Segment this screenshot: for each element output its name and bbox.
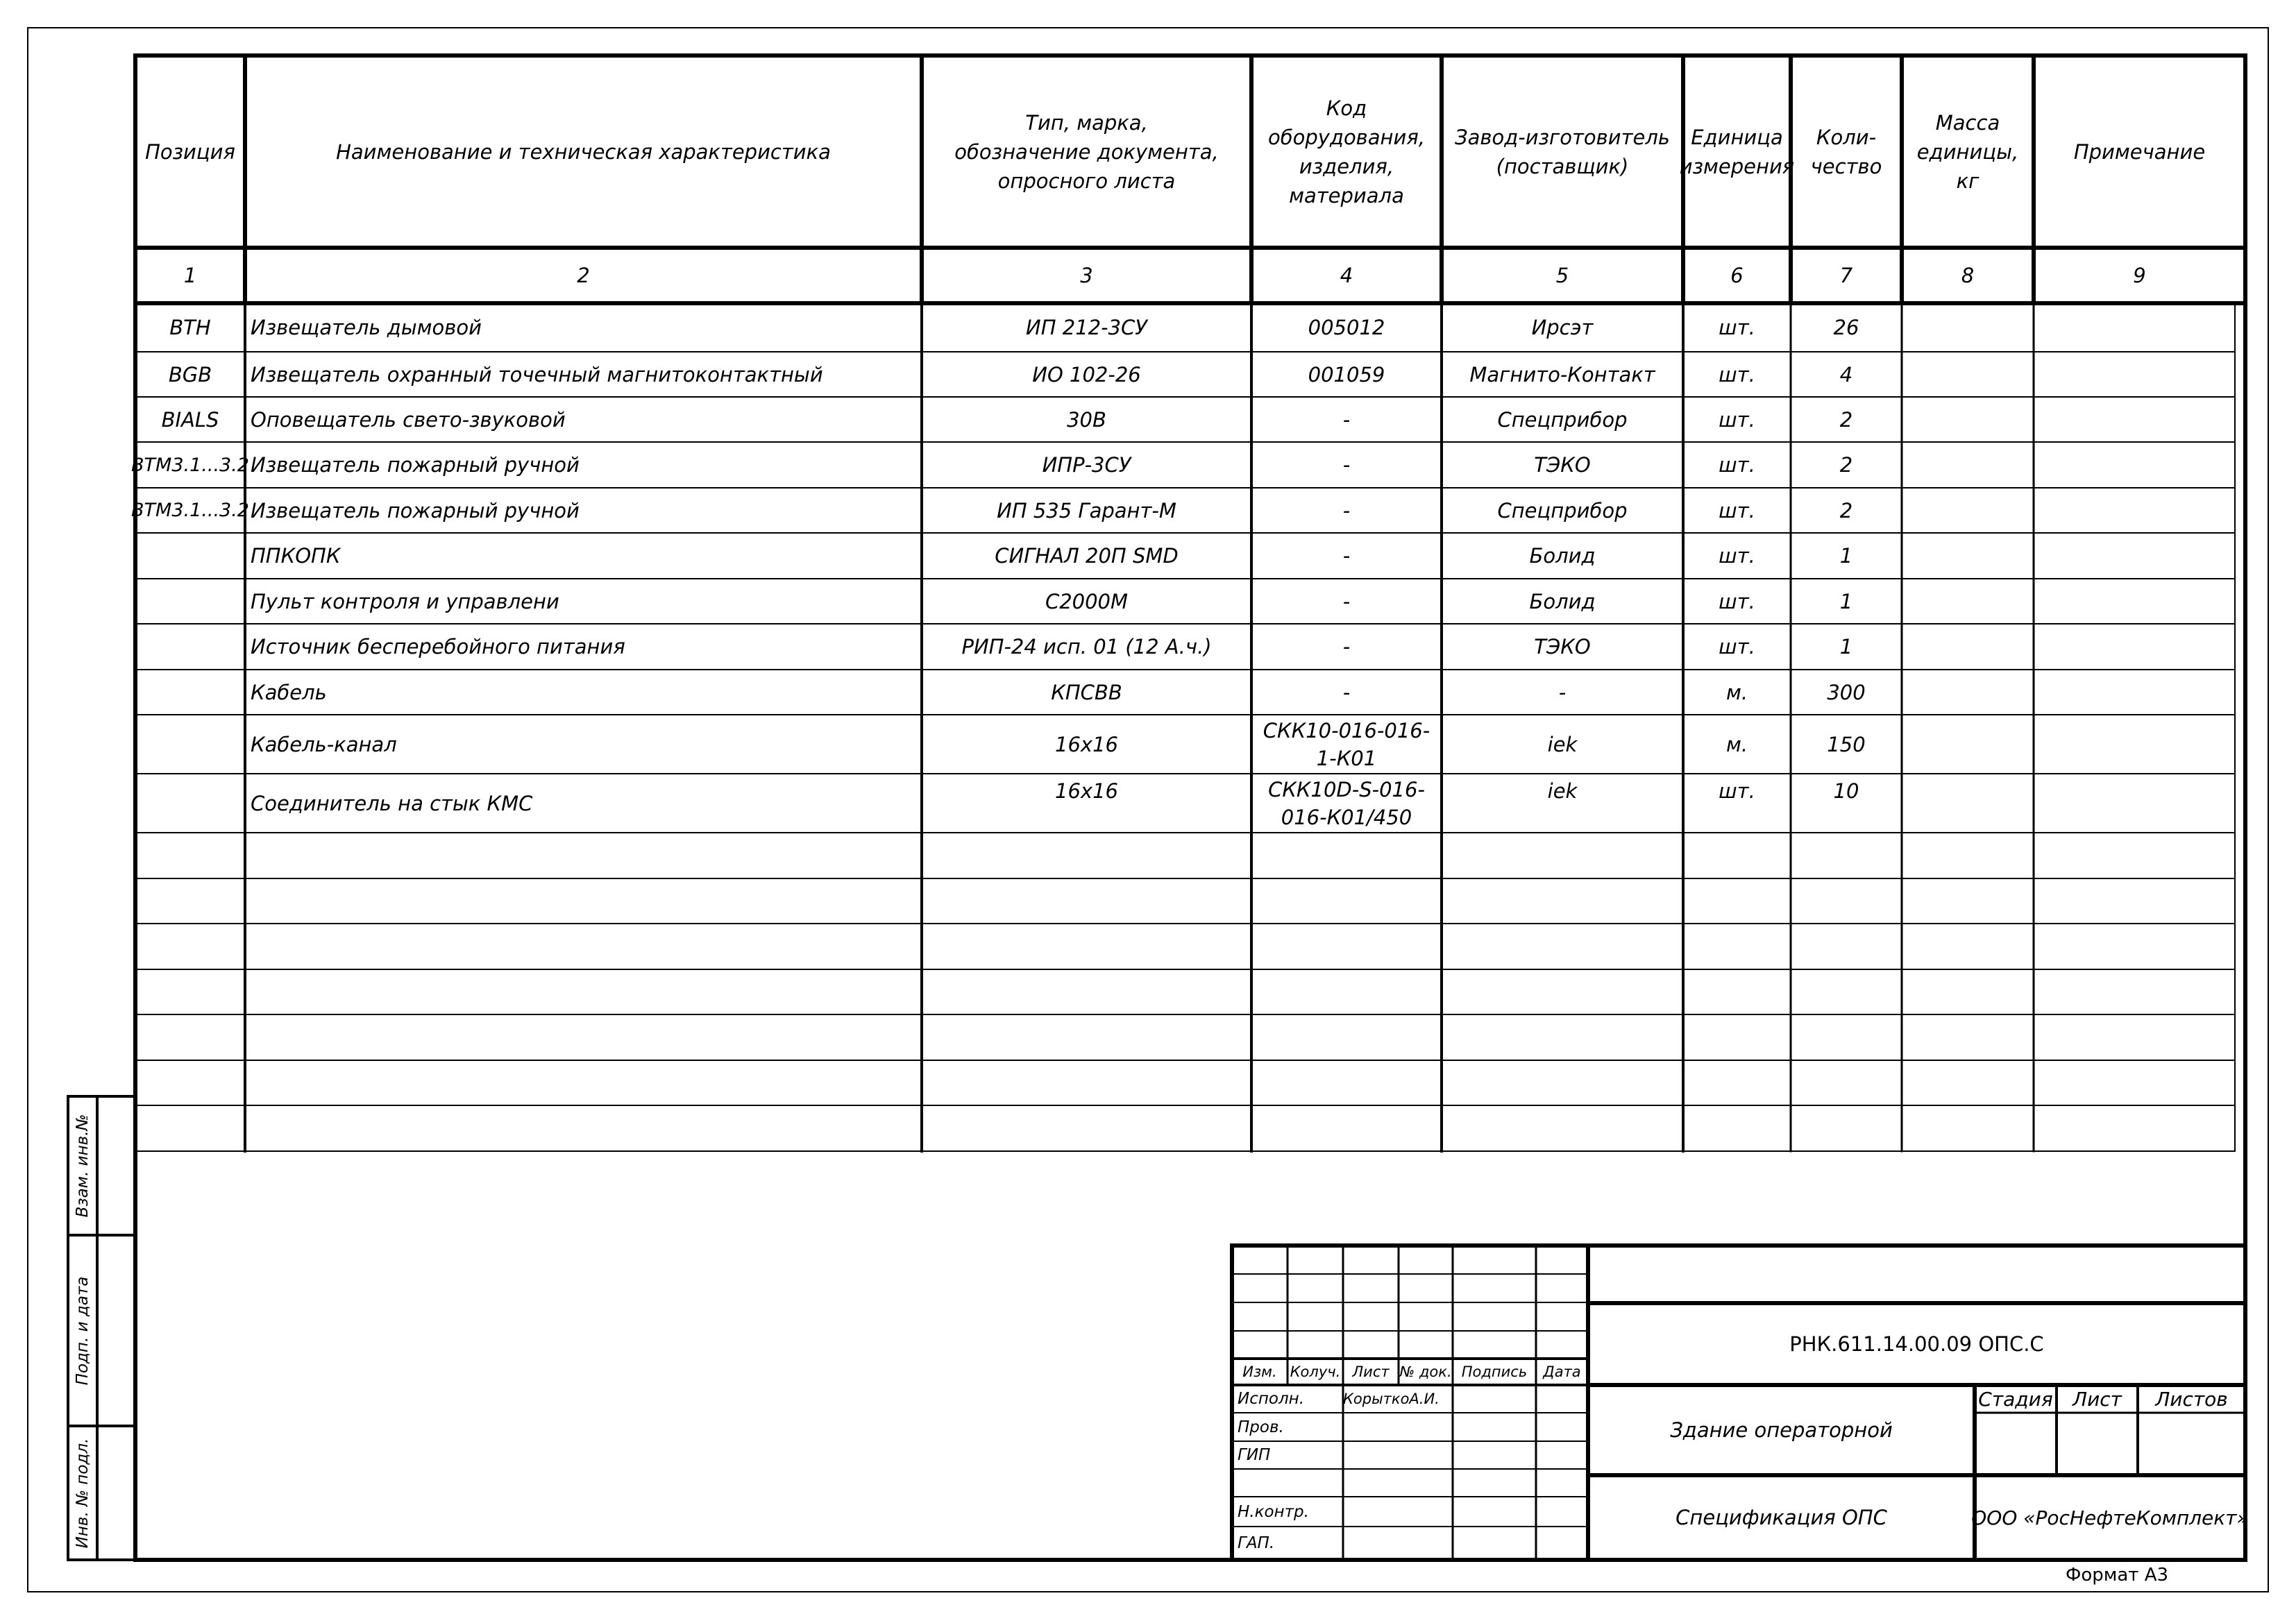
cell-mass [1902, 488, 2034, 533]
column-header-line: Завод-изготовитель [1455, 125, 1670, 149]
column-number: 5 [1555, 264, 1569, 287]
column-header-text [1680, 123, 1795, 181]
cell-unit: м. [1725, 732, 1748, 756]
cell-type: ИП 535 Гарант-М [997, 498, 1176, 522]
column-header-line: обозначение документа, [954, 139, 1219, 164]
cell-unit: м. [1725, 680, 1748, 704]
cell-qty: 150 [1827, 732, 1866, 756]
cell-mass [1902, 442, 2034, 488]
cell-pos [135, 533, 245, 579]
cell-pos: BTM3.1...3.2 [131, 454, 249, 476]
cell-note [2034, 715, 2245, 774]
cell-qty: 1 [1839, 544, 1853, 568]
cell-unit: шт. [1719, 589, 1755, 613]
cell-qty: 300 [1827, 680, 1866, 704]
cell-type: КПСВВ [1051, 680, 1122, 704]
cell-code-line: 1-К01 [1316, 746, 1377, 770]
cell-code [1251, 715, 1442, 774]
executor-name: КорыткоА.И. [1343, 1391, 1440, 1407]
sheet-label: Лист [2073, 1387, 2122, 1411]
cell-unit: шт. [1719, 498, 1755, 522]
column-header-line: чество [1810, 154, 1882, 178]
cell-name: ППКОПК [251, 544, 341, 568]
cell-name: Извещатель охранный точечный магнитоконтактный [251, 362, 823, 386]
cell-note [2034, 579, 2245, 624]
cell-maker: ТЭКО [1534, 635, 1591, 658]
cell-mass [1902, 670, 2034, 715]
cell-code-line: СКК10-016-016- [1263, 718, 1430, 742]
cell-maker: Магнито-Контакт [1469, 362, 1655, 386]
cell-type: 16х16 [1055, 732, 1118, 756]
cell-code: - [1342, 544, 1351, 568]
cell-code: 005012 [1308, 316, 1385, 339]
column-number: 7 [1839, 264, 1853, 287]
column-header-line: Наименование и техническая характеристика [336, 139, 831, 164]
cell-type: 16х16 [1055, 779, 1118, 803]
cell-type: ИО 102-26 [1032, 362, 1141, 386]
column-header-text [954, 108, 1218, 196]
column-header-line: Масса [1935, 110, 2000, 135]
column-header [1791, 56, 1902, 248]
cell-qty: 10 [1833, 779, 1859, 803]
cell-type: ИП 212-3СУ [1026, 316, 1147, 339]
cell-note [2034, 533, 2245, 579]
column-header [1251, 56, 1442, 248]
cell-note [2034, 352, 2245, 397]
cell-pos [135, 670, 245, 715]
column-header-text [2074, 137, 2205, 167]
cell-qty: 26 [1833, 316, 1859, 339]
column-number: 9 [2133, 264, 2146, 287]
column-header-line: Примечание [2073, 139, 2206, 164]
cell-pos [135, 624, 245, 670]
cell-pos [135, 579, 245, 624]
role-label: ГИП [1238, 1446, 1271, 1464]
cell-type: 30В [1067, 407, 1106, 432]
cell-unit: шт. [1719, 635, 1755, 658]
document-title: Спецификация ОПС [1675, 1506, 1887, 1529]
role-label: ГАП. [1238, 1534, 1275, 1552]
cell-mass [1902, 624, 2034, 670]
column-number: 2 [577, 264, 590, 287]
cell-type: РИП-24 исп. 01 (12 А.ч.) [961, 635, 1212, 658]
column-number: 8 [1961, 264, 1975, 287]
cell-unit: шт. [1719, 407, 1755, 432]
cell-mass [1902, 352, 2034, 397]
column-header-text [1455, 123, 1670, 181]
column-header-line: единицы, [1916, 139, 2019, 164]
rev-header: Изм. [1242, 1363, 1277, 1380]
column-number: 1 [183, 264, 197, 287]
cell-note [2034, 442, 2245, 488]
cell-type: ИПР-3СУ [1042, 453, 1131, 477]
cell-code: - [1342, 635, 1351, 658]
column-header-text [1917, 108, 2018, 196]
cell-qty: 2 [1839, 498, 1853, 522]
column-header [245, 56, 922, 248]
cell-note [2034, 774, 2245, 838]
rev-header: Дата [1543, 1363, 1581, 1380]
cell-name: Источник бесперебойного питания [251, 635, 625, 658]
building-name: Здание операторной [1670, 1418, 1893, 1442]
cell-unit: шт. [1719, 453, 1755, 477]
column-header-line: Коли- [1816, 125, 1877, 149]
role-label: Н.контр. [1238, 1502, 1309, 1521]
column-number: 6 [1730, 264, 1744, 287]
column-number: 3 [1080, 264, 1093, 287]
cell-pos: BGB [168, 362, 212, 386]
sheets-label: Листов [2155, 1387, 2228, 1411]
cell-note [2034, 670, 2245, 715]
cell-note [2034, 397, 2245, 442]
cell-unit: шт. [1719, 779, 1755, 803]
column-header-text [1811, 123, 1882, 181]
cell-code-line: СКК10D-S-016- [1268, 777, 1425, 801]
column-header-line: Тип, марка, [1025, 110, 1148, 135]
cell-name: Пульт контроля и управлени [251, 589, 559, 613]
stamp-inv-podl: Инв. № подл. [74, 1438, 92, 1549]
column-header-line: изделия, [1299, 154, 1394, 178]
column-header [1442, 56, 1683, 248]
column-header-text [336, 137, 831, 167]
cell-unit: шт. [1719, 544, 1755, 568]
cell-mass [1902, 774, 2034, 838]
column-header-line: измерения [1679, 154, 1795, 178]
stamp-vzam-inv: Взам. инв.№ [74, 1114, 92, 1218]
cell-qty: 1 [1839, 635, 1853, 658]
rev-header: № док. [1399, 1363, 1452, 1380]
cell-code: - [1342, 589, 1351, 613]
cell-mass [1902, 715, 2034, 774]
column-header-line: материала [1289, 183, 1404, 207]
cell-name: Кабель [251, 680, 327, 704]
cell-maker: Спецприбор [1497, 407, 1628, 432]
cell-name: Извещатель пожарный ручной [251, 453, 580, 477]
cell-code: - [1342, 407, 1351, 432]
cell-name: Извещатель дымовой [251, 316, 482, 339]
cell-unit: шт. [1719, 316, 1755, 339]
cell-code-line: 016-К01/450 [1281, 805, 1412, 829]
document-code: РНК.611.14.00.09 ОПС.С [1789, 1332, 2044, 1356]
cell-mass [1902, 397, 2034, 442]
cell-maker: iek [1547, 732, 1578, 756]
cell-pos [135, 715, 245, 774]
cell-name: Кабель-канал [251, 732, 397, 756]
cell-pos: BIALS [161, 407, 219, 432]
cell-type: С2000М [1045, 589, 1129, 613]
cell-mass [1902, 579, 2034, 624]
role-label: Пров. [1238, 1418, 1284, 1436]
column-header-text [145, 137, 235, 167]
rev-header: Лист [1352, 1363, 1390, 1380]
cell-unit: шт. [1719, 362, 1755, 386]
column-header [135, 56, 245, 248]
column-header-line: Код оборудования, [1267, 96, 1426, 149]
cell-pos [135, 774, 245, 838]
cell-maker: Ирсэт [1531, 316, 1594, 339]
cell-qty: 1 [1839, 589, 1853, 613]
column-header [1679, 56, 1795, 248]
cell-pos: BTH [169, 316, 211, 339]
cell-qty: 4 [1839, 362, 1853, 386]
column-header [922, 56, 1251, 248]
stamp-podp-data: Подп. и дата [74, 1276, 92, 1386]
role-label [1238, 1469, 1342, 1497]
column-header [2034, 56, 2245, 248]
cell-maker: Болид [1529, 589, 1596, 613]
column-header [1902, 56, 2034, 248]
cell-name: Извещатель пожарный ручной [251, 498, 580, 522]
cell-mass [1902, 303, 2034, 352]
column-header-line: кг [1956, 169, 1980, 193]
cell-qty: 2 [1839, 407, 1853, 432]
column-header-line: опросного листа [997, 169, 1176, 193]
company-name: ООО «РосНефтеКомплект» [1971, 1506, 2249, 1529]
stage-label: Стадия [1978, 1387, 2053, 1411]
cell-mass [1902, 533, 2034, 579]
cell-maker: Спецприбор [1497, 498, 1628, 522]
cell-note [2034, 488, 2245, 533]
cell-code: 001059 [1308, 362, 1385, 386]
cell-code: - [1342, 498, 1351, 522]
column-header-text [1251, 94, 1442, 210]
cell-code [1251, 774, 1442, 833]
cell-type: СИГНАЛ 20П SMD [995, 544, 1179, 568]
cell-qty: 2 [1839, 453, 1853, 477]
cell-maker: - [1558, 680, 1567, 704]
cell-name: Соединитель на стык КМС [251, 791, 533, 815]
cell-code: - [1342, 680, 1351, 704]
column-header-line: (поставщик) [1496, 154, 1629, 178]
cell-note [2034, 624, 2245, 670]
cell-code: - [1342, 453, 1351, 477]
cell-maker: ТЭКО [1534, 453, 1591, 477]
rev-header: Подпись [1461, 1363, 1528, 1380]
rev-header: Колуч. [1290, 1363, 1341, 1380]
cell-note [2034, 303, 2245, 352]
column-number: 4 [1340, 264, 1353, 287]
cell-pos: BTM3.1...3.2 [131, 500, 249, 521]
format-label: Формат А3 [2065, 1565, 2169, 1586]
cell-maker: Болид [1529, 544, 1596, 568]
cell-name: Оповещатель свето-звуковой [251, 407, 566, 432]
column-header-line: Единица [1691, 125, 1783, 149]
cell-maker: iek [1547, 779, 1578, 803]
column-header-line: Позиция [145, 139, 235, 164]
role-label: Исполн. [1238, 1390, 1305, 1408]
